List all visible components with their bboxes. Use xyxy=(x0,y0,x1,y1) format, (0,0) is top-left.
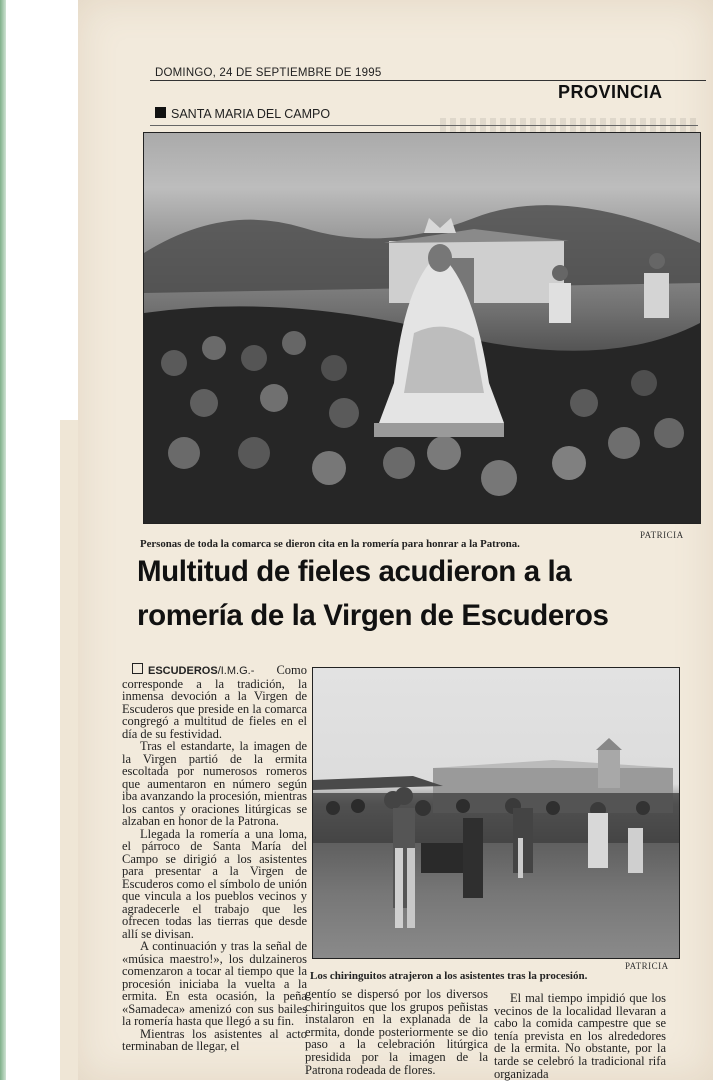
headline xyxy=(137,550,697,638)
subsection-rule xyxy=(150,125,698,126)
scan-edge xyxy=(0,0,6,1080)
paragraph: Tras el estandarte, la imagen de la Virgen partió de la ermita escoltada por numerosos romeros que aumentaron en número según iba avanzando la procesión, mientras los cantos y oraciones litúrgicas se alzaban en honor de la Patrona. xyxy=(122,739,307,828)
paragraph: El mal tiempo impidió que los vecinos de la localidad llevaran a cabo la comida campestre que se tenía prevista en los alrededores de la ermita. No obstante, por la tarde se celebró la tradicional rifa organizada xyxy=(494,991,666,1081)
paragraph: Mientras los asistentes al acto terminaban de llegar, el xyxy=(122,1026,307,1053)
chiringuitos-photo xyxy=(312,667,680,959)
article-lead: ESCUDEROS xyxy=(148,665,218,677)
photo-credit: PATRICIA xyxy=(640,530,684,540)
headline-line-1: Multitud de fieles acudieron a la xyxy=(137,555,572,588)
checkbox-square-icon xyxy=(132,663,143,674)
procession-photo xyxy=(143,132,701,524)
article-byline: /I.M.G.- xyxy=(217,665,277,677)
paragraph: Como corresponde a la tradición, la inmensa devoción a la Virgen de Escuderos que preside en la comarca congregó a multitud de fieles en el día de su festividad. xyxy=(122,663,307,741)
subsection-title: SANTA MARIA DEL CAMPO xyxy=(171,107,331,121)
header-rule xyxy=(150,80,706,81)
photo-credit: PATRICIA xyxy=(625,961,669,971)
photo-caption: Personas de toda la comarca se dieron cita en la romería para honrar a la Patrona. xyxy=(140,538,520,550)
headline-line-2: romería de la Virgen de Escuderos xyxy=(137,599,609,632)
paragraph: gentío se dispersó por los diversos chiringuitos que los grupos peñistas instalaron en la explanada de la ermita, donde posteriormente se dio paso a la celebración litúrgica presidida por la imagen de la Patrona rodeada de flores. xyxy=(305,987,488,1077)
paragraph: Llegada la romería a una loma, el párroco de Santa María del Campo se dirigió a los asistentes para presentar a la Virgen de Escuderos como el símbolo de unión que vincula a los pueblos vecinos y agradecerle el trabajo que les ofrecen todas las tierras que desde allí se divisan. xyxy=(122,826,307,941)
article-column-3 xyxy=(494,992,666,1080)
paragraph: A continuación y tras la señal de «música maestro!», los dulzaineros comenzaron a tocar al tiempo que la procesión iniciaba la vuelta a la ermita. En esta ocasión, la peña «Samadeca» amenizó con sus bailes la romería hasta que llegó a su fin. xyxy=(122,939,307,1028)
photo-caption: Los chiringuitos atrajeron a los asistentes tras la procesión. xyxy=(310,970,588,982)
bullet-square-icon xyxy=(155,107,166,118)
article-column-1 xyxy=(122,663,307,1053)
issue-date: DOMINGO, 24 DE SEPTIEMBRE DE 1995 xyxy=(155,67,382,79)
article-column-2 xyxy=(305,988,488,1076)
section-title: PROVINCIA xyxy=(558,82,663,102)
